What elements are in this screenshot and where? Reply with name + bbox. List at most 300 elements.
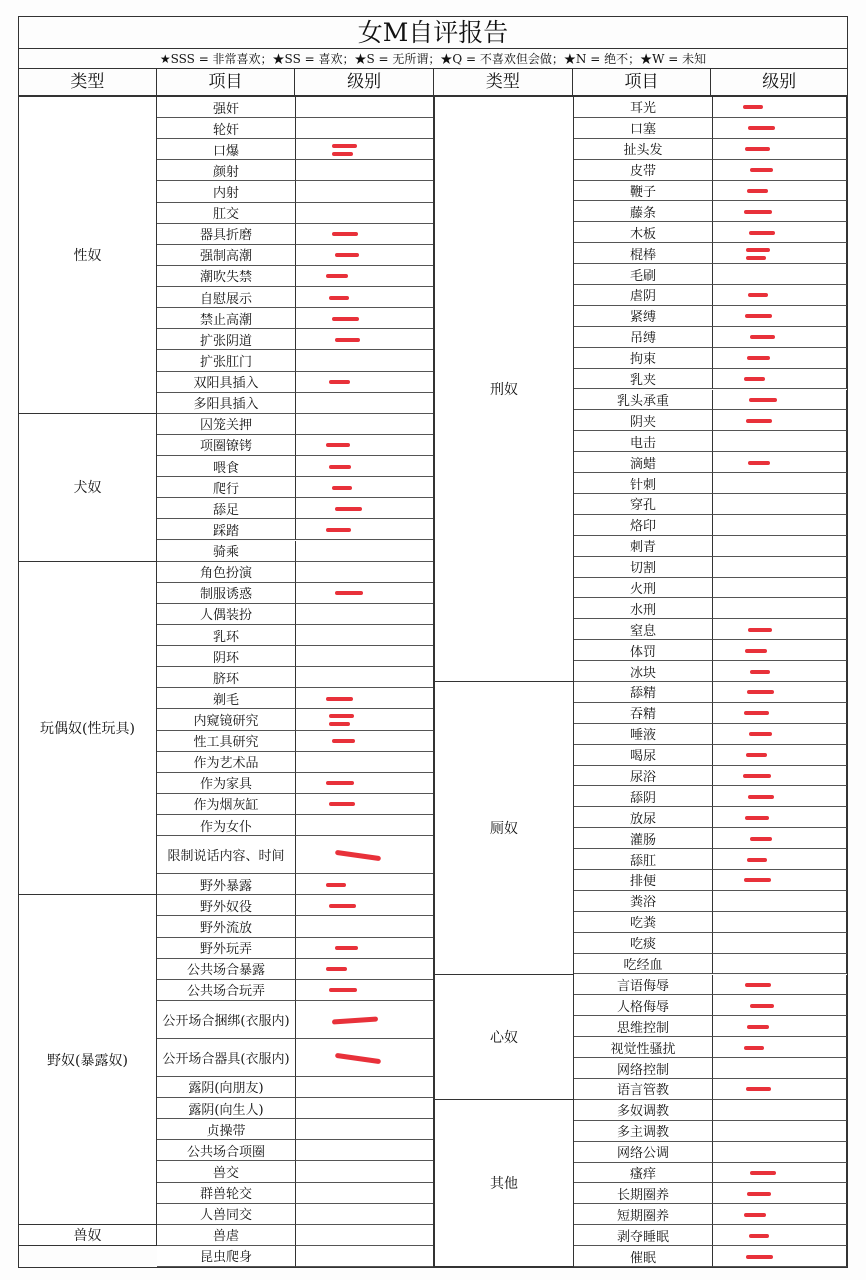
level-cell-right-15[interactable] bbox=[713, 410, 847, 431]
item-right-15: 阴夹 bbox=[574, 410, 713, 431]
level-cell-left-6[interactable] bbox=[296, 224, 435, 245]
level-cell-left-10[interactable] bbox=[296, 308, 435, 329]
item-right-6: 木板 bbox=[574, 222, 713, 243]
item-right-53: 短期圈养 bbox=[574, 1204, 713, 1225]
item-left-34: 作为女仆 bbox=[157, 815, 296, 836]
rating-mark bbox=[746, 256, 766, 260]
header-type-right: 类型 bbox=[434, 69, 573, 95]
level-cell-left-2[interactable] bbox=[296, 139, 435, 160]
item-left-42: 公开场合捆绑(衣服内) bbox=[157, 1001, 296, 1039]
rating-mark bbox=[329, 465, 351, 469]
item-left-48: 兽交 bbox=[157, 1161, 296, 1182]
rating-mark bbox=[750, 670, 770, 674]
level-cell-right-14[interactable] bbox=[713, 390, 847, 411]
level-cell-right-42[interactable] bbox=[713, 975, 847, 996]
level-cell-right-19[interactable] bbox=[713, 494, 847, 515]
level-cell-left-22[interactable] bbox=[296, 562, 435, 583]
level-cell-right-35[interactable] bbox=[713, 828, 847, 849]
rating-mark bbox=[744, 210, 772, 214]
level-cell-right-54[interactable] bbox=[713, 1225, 847, 1246]
item-left-20: 踩踏 bbox=[157, 519, 296, 540]
header-item-left: 项目 bbox=[157, 69, 296, 95]
item-left-10: 禁止高潮 bbox=[157, 308, 296, 329]
level-cell-left-20[interactable] bbox=[296, 519, 435, 540]
level-cell-right-24[interactable] bbox=[713, 598, 847, 619]
rating-mark bbox=[746, 753, 767, 757]
rating-mark bbox=[747, 858, 767, 862]
rating-mark bbox=[750, 1171, 776, 1175]
item-right-41: 吃经血 bbox=[574, 954, 713, 975]
rating-mark bbox=[326, 883, 346, 887]
level-cell-left-42[interactable] bbox=[296, 1001, 435, 1039]
item-left-13: 双阳具插入 bbox=[157, 372, 296, 393]
item-left-6: 器具折磨 bbox=[157, 224, 296, 245]
item-left-23: 制服诱惑 bbox=[157, 583, 296, 604]
item-right-7: 棍棒 bbox=[574, 243, 713, 264]
item-left-29: 内窥镜研究 bbox=[157, 709, 296, 730]
level-cell-left-1[interactable] bbox=[296, 118, 435, 139]
rating-mark bbox=[335, 850, 381, 861]
rating-mark bbox=[748, 293, 768, 297]
item-left-21: 骑乘 bbox=[157, 541, 296, 562]
item-left-36: 野外暴露 bbox=[157, 874, 296, 895]
item-right-10: 紧缚 bbox=[574, 306, 713, 327]
rating-mark bbox=[332, 232, 358, 236]
rating-mark bbox=[749, 231, 775, 235]
level-cell-right-28[interactable] bbox=[713, 682, 847, 703]
rating-mark bbox=[750, 837, 772, 841]
level-cell-right-47[interactable] bbox=[713, 1079, 847, 1100]
level-cell-left-3[interactable] bbox=[296, 160, 435, 181]
item-left-19: 舔足 bbox=[157, 498, 296, 519]
level-cell-left-34[interactable] bbox=[296, 815, 435, 836]
rating-mark bbox=[326, 697, 353, 701]
item-right-14: 乳头承重 bbox=[574, 390, 713, 411]
item-right-49: 多主调教 bbox=[574, 1121, 713, 1142]
item-left-44: 露阴(向朋友) bbox=[157, 1077, 296, 1098]
item-right-29: 吞精 bbox=[574, 703, 713, 724]
level-cell-left-41[interactable] bbox=[296, 980, 435, 1001]
level-cell-right-38[interactable] bbox=[713, 891, 847, 912]
item-right-35: 灌肠 bbox=[574, 828, 713, 849]
item-right-30: 唾液 bbox=[574, 724, 713, 745]
item-left-39: 野外玩弄 bbox=[157, 938, 296, 959]
item-right-48: 多奴调教 bbox=[574, 1100, 713, 1121]
level-cell-left-25[interactable] bbox=[296, 625, 435, 646]
level-cell-right-8[interactable] bbox=[713, 264, 847, 285]
level-cell-right-0[interactable] bbox=[713, 97, 847, 118]
item-right-45: 视觉性骚扰 bbox=[574, 1037, 713, 1058]
rating-mark bbox=[335, 1053, 381, 1064]
level-cell-right-37[interactable] bbox=[713, 870, 847, 891]
item-left-5: 肛交 bbox=[157, 203, 296, 224]
rating-mark bbox=[746, 1255, 773, 1259]
item-right-32: 尿浴 bbox=[574, 766, 713, 787]
level-cell-left-29[interactable] bbox=[296, 709, 435, 730]
rating-mark bbox=[744, 1046, 764, 1050]
level-cell-left-16[interactable] bbox=[296, 435, 435, 456]
item-left-43: 公开场合器具(衣服内) bbox=[157, 1039, 296, 1077]
item-right-46: 网络控制 bbox=[574, 1058, 713, 1079]
level-cell-left-32[interactable] bbox=[296, 773, 435, 794]
level-cell-right-48[interactable] bbox=[713, 1100, 847, 1121]
level-cell-right-22[interactable] bbox=[713, 557, 847, 578]
level-cell-left-27[interactable] bbox=[296, 667, 435, 688]
header-level-right: 级别 bbox=[762, 72, 797, 92]
level-cell-left-19[interactable] bbox=[296, 498, 435, 519]
rating-mark bbox=[329, 380, 350, 384]
rating-mark bbox=[746, 419, 772, 423]
item-right-16: 电击 bbox=[574, 431, 713, 452]
level-cell-right-33[interactable] bbox=[713, 786, 847, 807]
level-cell-left-26[interactable] bbox=[296, 646, 435, 667]
category-left-4: 兽奴 bbox=[19, 1225, 157, 1246]
rating-mark bbox=[335, 253, 359, 257]
level-cell-right-49[interactable] bbox=[713, 1121, 847, 1142]
rating-mark bbox=[329, 296, 349, 300]
level-cell-right-21[interactable] bbox=[713, 536, 847, 557]
level-cell-right-13[interactable] bbox=[713, 369, 847, 390]
rating-mark bbox=[329, 714, 354, 718]
rating-mark bbox=[745, 314, 772, 318]
level-cell-left-24[interactable] bbox=[296, 604, 435, 625]
level-cell-right-32[interactable] bbox=[713, 766, 847, 787]
rating-mark bbox=[326, 781, 354, 785]
item-left-33: 作为烟灰缸 bbox=[157, 794, 296, 815]
level-cell-right-43[interactable] bbox=[713, 995, 847, 1016]
item-left-24: 人偶装扮 bbox=[157, 604, 296, 625]
item-left-9: 自慰展示 bbox=[157, 287, 296, 308]
rating-table bbox=[18, 96, 848, 1268]
item-left-28: 剃毛 bbox=[157, 688, 296, 709]
category-right-1: 厕奴 bbox=[435, 682, 574, 975]
rating-mark bbox=[750, 1004, 774, 1008]
rating-mark bbox=[750, 335, 775, 339]
item-right-3: 皮带 bbox=[574, 160, 713, 181]
level-cell-left-30[interactable] bbox=[296, 731, 435, 752]
rating-mark bbox=[745, 816, 769, 820]
header-item-right: 项目 bbox=[573, 69, 712, 95]
item-right-43: 人格侮辱 bbox=[574, 995, 713, 1016]
item-right-37: 排便 bbox=[574, 870, 713, 891]
item-left-40: 公共场合暴露 bbox=[157, 959, 296, 980]
item-right-19: 穿孔 bbox=[574, 494, 713, 515]
level-cell-right-23[interactable] bbox=[713, 578, 847, 599]
level-cell-left-0[interactable] bbox=[296, 97, 435, 118]
level-cell-right-4[interactable] bbox=[713, 181, 847, 202]
category-left-1: 犬奴 bbox=[19, 414, 157, 562]
item-left-38: 野外流放 bbox=[157, 916, 296, 937]
level-cell-right-5[interactable] bbox=[713, 201, 847, 222]
level-cell-right-30[interactable] bbox=[713, 724, 847, 745]
item-right-17: 滴蜡 bbox=[574, 452, 713, 473]
item-right-25: 窒息 bbox=[574, 619, 713, 640]
rating-mark bbox=[332, 152, 353, 156]
item-left-30: 性工具研究 bbox=[157, 731, 296, 752]
item-left-18: 爬行 bbox=[157, 477, 296, 498]
level-cell-left-48[interactable] bbox=[296, 1161, 435, 1182]
item-right-23: 火刑 bbox=[574, 578, 713, 599]
level-cell-left-23[interactable] bbox=[296, 583, 435, 604]
level-cell-left-37[interactable] bbox=[296, 895, 435, 916]
rating-mark bbox=[329, 722, 350, 726]
rating-mark bbox=[744, 377, 765, 381]
level-cell-left-43[interactable] bbox=[296, 1039, 435, 1077]
rating-mark bbox=[746, 248, 770, 252]
category-right-0: 刑奴 bbox=[435, 97, 574, 682]
category-right-2: 心奴 bbox=[435, 975, 574, 1100]
rating-mark bbox=[747, 189, 768, 193]
level-cell-left-7[interactable] bbox=[296, 245, 435, 266]
item-right-22: 切割 bbox=[574, 557, 713, 578]
item-right-13: 乳夹 bbox=[574, 369, 713, 390]
rating-mark bbox=[745, 983, 771, 987]
item-right-9: 虐阴 bbox=[574, 285, 713, 306]
item-right-28: 舔精 bbox=[574, 682, 713, 703]
level-cell-right-44[interactable] bbox=[713, 1016, 847, 1037]
header-type-left: 类型 bbox=[19, 69, 157, 95]
level-cell-left-51[interactable] bbox=[296, 1225, 435, 1246]
level-cell-left-14[interactable] bbox=[296, 393, 435, 414]
rating-mark bbox=[747, 1192, 771, 1196]
rating-mark bbox=[332, 317, 359, 321]
level-cell-right-50[interactable] bbox=[713, 1142, 847, 1163]
rating-mark bbox=[749, 732, 772, 736]
level-cell-right-16[interactable] bbox=[713, 431, 847, 452]
item-right-18: 针刺 bbox=[574, 473, 713, 494]
level-cell-right-40[interactable] bbox=[713, 933, 847, 954]
item-right-24: 水刑 bbox=[574, 598, 713, 619]
header-level-left: 级别 bbox=[295, 69, 434, 95]
rating-mark bbox=[329, 904, 356, 908]
item-right-39: 吃粪 bbox=[574, 912, 713, 933]
rating-mark bbox=[743, 774, 771, 778]
level-cell-right-25[interactable] bbox=[713, 619, 847, 640]
level-cell-left-9[interactable] bbox=[296, 287, 435, 308]
item-left-11: 扩张阴道 bbox=[157, 329, 296, 350]
item-right-38: 粪浴 bbox=[574, 891, 713, 912]
item-right-27: 冰块 bbox=[574, 661, 713, 682]
level-cell-right-20[interactable] bbox=[713, 515, 847, 536]
item-right-54: 剥夺睡眠 bbox=[574, 1225, 713, 1246]
level-cell-left-31[interactable] bbox=[296, 752, 435, 773]
level-cell-left-4[interactable] bbox=[296, 181, 435, 202]
item-right-55: 催眠 bbox=[574, 1246, 713, 1267]
level-cell-right-1[interactable] bbox=[713, 118, 847, 139]
rating-mark bbox=[750, 168, 773, 172]
item-right-12: 拘束 bbox=[574, 348, 713, 369]
item-right-11: 吊缚 bbox=[574, 327, 713, 348]
report-title: 女M自评报告 bbox=[18, 16, 848, 48]
category-left-3: 野奴(暴露奴) bbox=[19, 895, 157, 1224]
item-left-41: 公共场合玩弄 bbox=[157, 980, 296, 1001]
item-right-47: 语言管教 bbox=[574, 1079, 713, 1100]
level-cell-left-52[interactable] bbox=[296, 1246, 435, 1267]
rating-mark bbox=[332, 739, 355, 743]
level-cell-right-26[interactable] bbox=[713, 640, 847, 661]
item-right-4: 鞭子 bbox=[574, 181, 713, 202]
rating-mark bbox=[326, 443, 350, 447]
level-cell-left-15[interactable] bbox=[296, 414, 435, 435]
level-cell-left-28[interactable] bbox=[296, 688, 435, 709]
level-cell-right-2[interactable] bbox=[713, 139, 847, 160]
item-left-35: 限制说话内容、时间 bbox=[157, 836, 296, 874]
level-cell-right-11[interactable] bbox=[713, 327, 847, 348]
rating-mark bbox=[326, 274, 348, 278]
level-cell-left-44[interactable] bbox=[296, 1077, 435, 1098]
level-cell-right-12[interactable] bbox=[713, 348, 847, 369]
level-cell-right-9[interactable] bbox=[713, 285, 847, 306]
item-left-3: 颜射 bbox=[157, 160, 296, 181]
rating-mark bbox=[332, 486, 352, 490]
rating-mark bbox=[749, 1234, 769, 1238]
level-cell-left-46[interactable] bbox=[296, 1119, 435, 1140]
level-cell-left-18[interactable] bbox=[296, 477, 435, 498]
level-cell-right-41[interactable] bbox=[713, 954, 847, 975]
rating-mark bbox=[745, 649, 767, 653]
item-left-49: 群兽轮交 bbox=[157, 1183, 296, 1204]
rating-mark bbox=[747, 1025, 769, 1029]
rating-mark bbox=[335, 338, 360, 342]
rating-mark bbox=[335, 507, 362, 511]
level-cell-right-6[interactable] bbox=[713, 222, 847, 243]
item-left-15: 囚笼关押 bbox=[157, 414, 296, 435]
level-cell-right-7[interactable] bbox=[713, 243, 847, 264]
center-divider bbox=[433, 97, 435, 1267]
level-cell-right-10[interactable] bbox=[713, 306, 847, 327]
item-left-37: 野外奴役 bbox=[157, 895, 296, 916]
item-right-51: 瘙痒 bbox=[574, 1163, 713, 1184]
level-cell-left-40[interactable] bbox=[296, 959, 435, 980]
item-left-26: 阴环 bbox=[157, 646, 296, 667]
item-left-2: 口爆 bbox=[157, 139, 296, 160]
item-left-22: 角色扮演 bbox=[157, 562, 296, 583]
rating-mark bbox=[326, 967, 347, 971]
rating-mark bbox=[326, 528, 351, 532]
item-left-17: 喂食 bbox=[157, 456, 296, 477]
level-cell-right-39[interactable] bbox=[713, 912, 847, 933]
level-cell-left-33[interactable] bbox=[296, 794, 435, 815]
category-left-0: 性奴 bbox=[19, 97, 157, 414]
table-header bbox=[18, 68, 848, 96]
level-cell-right-29[interactable] bbox=[713, 703, 847, 724]
item-right-1: 口塞 bbox=[574, 118, 713, 139]
item-right-5: 藤条 bbox=[574, 201, 713, 222]
level-cell-left-45[interactable] bbox=[296, 1098, 435, 1119]
rating-mark bbox=[332, 144, 357, 148]
item-right-2: 扯头发 bbox=[574, 139, 713, 160]
rating-mark bbox=[747, 356, 770, 360]
rating-mark bbox=[335, 591, 363, 595]
rating-mark bbox=[748, 628, 772, 632]
level-cell-right-46[interactable] bbox=[713, 1058, 847, 1079]
rating-mark bbox=[329, 802, 355, 806]
item-left-25: 乳环 bbox=[157, 625, 296, 646]
item-left-27: 脐环 bbox=[157, 667, 296, 688]
item-right-8: 毛刷 bbox=[574, 264, 713, 285]
rating-mark bbox=[746, 1087, 771, 1091]
rating-legend: ★SSS = 非常喜欢；★SS = 喜欢；★S = 无所谓；★Q = 不喜欢但会做；★N = 绝不；★W = 未知 bbox=[18, 48, 848, 68]
level-cell-right-3[interactable] bbox=[713, 160, 847, 181]
level-cell-left-12[interactable] bbox=[296, 350, 435, 371]
level-cell-left-21[interactable] bbox=[296, 541, 435, 562]
level-cell-left-35[interactable] bbox=[296, 836, 435, 874]
rating-mark bbox=[332, 1016, 378, 1024]
level-cell-left-49[interactable] bbox=[296, 1183, 435, 1204]
level-cell-right-31[interactable] bbox=[713, 745, 847, 766]
item-left-0: 强奸 bbox=[157, 97, 296, 118]
level-cell-right-51[interactable] bbox=[713, 1163, 847, 1184]
item-left-8: 潮吹失禁 bbox=[157, 266, 296, 287]
rating-mark bbox=[335, 946, 358, 950]
rating-mark bbox=[748, 795, 774, 799]
item-left-12: 扩张肛门 bbox=[157, 350, 296, 371]
item-right-0: 耳光 bbox=[574, 97, 713, 118]
item-left-45: 露阴(向生人) bbox=[157, 1098, 296, 1119]
level-cell-right-52[interactable] bbox=[713, 1183, 847, 1204]
item-left-16: 项圈镣铐 bbox=[157, 435, 296, 456]
level-cell-left-39[interactable] bbox=[296, 938, 435, 959]
item-right-50: 网络公调 bbox=[574, 1142, 713, 1163]
item-right-21: 刺青 bbox=[574, 536, 713, 557]
item-left-4: 内射 bbox=[157, 181, 296, 202]
level-cell-left-17[interactable] bbox=[296, 456, 435, 477]
item-right-36: 舔肛 bbox=[574, 849, 713, 870]
level-cell-left-5[interactable] bbox=[296, 203, 435, 224]
category-right-3: 其他 bbox=[435, 1100, 574, 1267]
rating-mark bbox=[744, 1213, 766, 1217]
rating-mark bbox=[748, 461, 770, 465]
level-cell-left-8[interactable] bbox=[296, 266, 435, 287]
level-cell-left-47[interactable] bbox=[296, 1140, 435, 1161]
level-cell-left-50[interactable] bbox=[296, 1204, 435, 1225]
level-cell-left-13[interactable] bbox=[296, 372, 435, 393]
level-cell-right-27[interactable] bbox=[713, 661, 847, 682]
item-right-44: 思维控制 bbox=[574, 1016, 713, 1037]
item-right-52: 长期圈养 bbox=[574, 1183, 713, 1204]
item-left-46: 贞操带 bbox=[157, 1119, 296, 1140]
level-cell-right-18[interactable] bbox=[713, 473, 847, 494]
item-left-51: 兽虐 bbox=[157, 1225, 296, 1246]
level-cell-right-17[interactable] bbox=[713, 452, 847, 473]
item-right-40: 吃痰 bbox=[574, 933, 713, 954]
category-left-2: 玩偶奴(性玩具) bbox=[19, 562, 157, 896]
item-right-33: 舔阴 bbox=[574, 786, 713, 807]
item-left-7: 强制高潮 bbox=[157, 245, 296, 266]
level-cell-left-11[interactable] bbox=[296, 329, 435, 350]
rating-mark bbox=[744, 711, 769, 715]
item-right-26: 体罚 bbox=[574, 640, 713, 661]
item-left-1: 轮奸 bbox=[157, 118, 296, 139]
rating-mark bbox=[748, 126, 775, 130]
level-cell-right-55[interactable] bbox=[713, 1246, 847, 1267]
item-left-32: 作为家具 bbox=[157, 773, 296, 794]
rating-mark bbox=[329, 988, 357, 992]
rating-mark bbox=[745, 147, 770, 151]
rating-mark bbox=[749, 398, 777, 402]
item-left-47: 公共场合项圈 bbox=[157, 1140, 296, 1161]
item-left-14: 多阳具插入 bbox=[157, 393, 296, 414]
level-cell-right-34[interactable] bbox=[713, 807, 847, 828]
level-cell-right-36[interactable] bbox=[713, 849, 847, 870]
item-right-20: 烙印 bbox=[574, 515, 713, 536]
level-cell-right-45[interactable] bbox=[713, 1037, 847, 1058]
level-cell-left-38[interactable] bbox=[296, 916, 435, 937]
item-right-42: 言语侮辱 bbox=[574, 975, 713, 996]
item-right-34: 放尿 bbox=[574, 807, 713, 828]
level-cell-left-36[interactable] bbox=[296, 874, 435, 895]
level-cell-right-53[interactable] bbox=[713, 1204, 847, 1225]
